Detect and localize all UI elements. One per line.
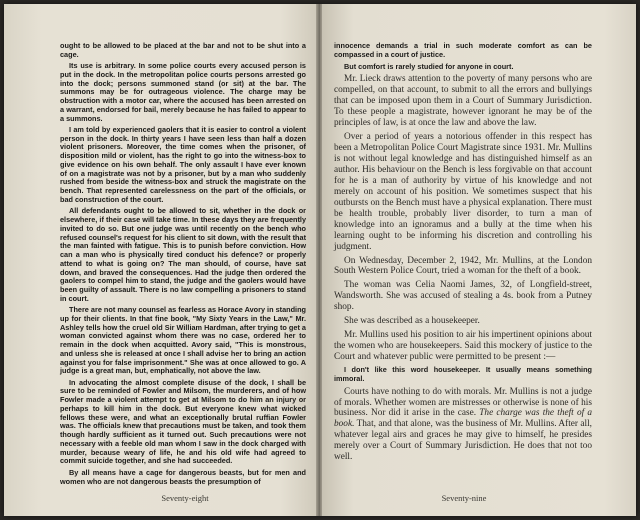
final-text-after: That, and that alone, was the business of Mr. Mullins. After all, whatever legal airs and graces he may give to himself, he presides merely over a Court of Summary Jurisdiction. He does that not too well. <box>334 419 593 463</box>
left-paragraph: In advocating the almost complete disuse of the dock, I shall be sure to be reminded of Fowler and Milsom, the murderers, and of how Fowler made a violent attempt to get at Milsom to do him an injury or perhaps to kill him in the dock. But everyone knew what wicked fellows these were, and what an exceptionally brutal ruffian Fowler was. The officials knew that precautions must be taken, and took them though hardly sufficient as it turned out. Such precautions were not necessary with a feeble old man whom I saw in the dock charged with murder, because weary of life, he and his old wife had agreed to commit suicide together, and she had succeeded. <box>60 377 306 466</box>
left-page-text <box>60 42 306 489</box>
right-paragraph: The woman was Celia Naomi James, 32, of Longfield-street, Wandsworth. She was accused of stealing a 4s. book from a Putney shop. <box>334 280 592 313</box>
page-number-right: Seventy-nine <box>441 493 487 503</box>
right-paragraph: She was described as a housekeeper. <box>344 316 480 327</box>
right-paragraph: On Wednesday, December 2, 1942, Mr. Mullins, at the London South Western Police Court, tried a woman for the theft of a book. <box>334 255 592 277</box>
right-lead-paragraph: But comfort is rarely studied for anyone in court. <box>344 61 514 71</box>
right-paragraph: Over a period of years a notorious offender in this respect has been a Metropolitan Police Court Magistrate since 1931. Mr. Mullins is not without legal knowledge and has distinguished himself as an author. His behaviour on the Bench is less forgivable on that account for he is a man of authority by virtue of his knowledge and not merely on account of his position. We sometimes suspect that his outbursts on the Bench must have a physical explanation. There must be health trouble, probably liver disorder, to turn a man of knowledge into an ignoramus and a bully at the time when his learning ought to be informing his discretion and controlling his judgment. <box>334 132 592 252</box>
left-paragraph: There are not many counsel as fearless as Horace Avory in standing up for their clients. In that fine book, "My Sixty Years in the Law," Mr. Ashley tells how the cruel old Sir William Hardman, after trying to get a woman convicted against whom there was no case, ordered her to remain in the dock when acquitted. Avory said, "This is monstrous, and unless she is released at once I shall advise her to bring an action against you for false imprisonment." She was at once allowed to go. A judge is a great man, but, emphatically, not above the law. <box>60 305 306 376</box>
left-page <box>4 4 318 516</box>
left-paragraph: ought to be allowed to be placed at the bar and not to be shut into a cage. <box>60 41 306 59</box>
left-paragraph: Its use is arbitrary. In some police courts every accused person is put in the dock. In the metropolitan police courts persons arrested go into the dock; persons summoned stand (or sit) at the bar. The summons may be for outrageous violence. The charge may be obstruction with a motor car, where the accused has been arrested on a warrant, endorsed for bail, merely because he has failed to appear to a summons. <box>60 61 306 123</box>
left-paragraph: I am told by experienced gaolers that it is easier to control a violent person in the dock. In thirty years I have seen less than half a dozen violent prisoners. Moreover, the time comes when the prisoner, of disposition mild or violent, has the right to go into the witness-box to give evidence on his own behalf. The only assault I have ever known of on a magistrate was not by a prisoner, but by a man who suddenly rushed from beside the witness-box and struck the magistrate on the bench. That represented carelessness on the part of the officials, or bad construction of the court. <box>60 124 306 204</box>
right-page <box>322 4 636 516</box>
right-paragraph-final <box>334 387 592 464</box>
right-page-text <box>334 42 592 466</box>
left-paragraph: By all means have a cage for dangerous beasts, but for men and women who are not dangerous beasts the presumption of <box>60 467 306 486</box>
right-paragraph: Mr. Lieck draws attention to the poverty of many persons who are compelled, on that account, to submit to all the errors and bullyings that can be imposed upon them in a Court of Summary Jurisdiction. To these people a magistrate, however ignorant he may be of the principles of law, is at once the law and above the law. <box>334 74 592 129</box>
final-text-before: Courts have nothing to do with morals. Mr. Mullins is not a judge of morals. Whether women are mistresses or otherwise is none of his business. Nor did it arise in the case. <box>334 386 592 419</box>
quoted-remark: I don't like this word housekeeper. It usually means something immoral. <box>334 365 592 383</box>
right-paragraph: Mr. Mullins used his position to air his impertinent opinions about the women who are housekeepers. Said this mockery of justice to the Court and whatever public were permitted to be present :— <box>334 330 592 363</box>
book-spread <box>4 4 636 516</box>
right-lead-paragraph: innocence demands a trial in such moderate comfort as can be compassed in a court of justice. <box>334 41 592 59</box>
final-text-italic: The charge was the theft of a book. <box>334 408 592 430</box>
page-number-left: Seventy-eight <box>161 493 209 503</box>
left-paragraph: All defendants ought to be allowed to sit, whether in the dock or elsewhere, if their case will take time. In these days they are frequently invited to do so. But one judge was until recently on the bench who refused counsel's request for his client to sit down, with the result that the man fainted with fatigue. This is to punish before conviction. How can a man who is physically tired conduct his defence? or properly attend to what is going on? The man should, of course, have sat down, and braved the consequences. Had the judge then ordered the gaolers to compel him to stand, the judge and the gaolers would have been guilty of assault. There is no law compelling a prisoners to stand in court. <box>60 206 306 303</box>
